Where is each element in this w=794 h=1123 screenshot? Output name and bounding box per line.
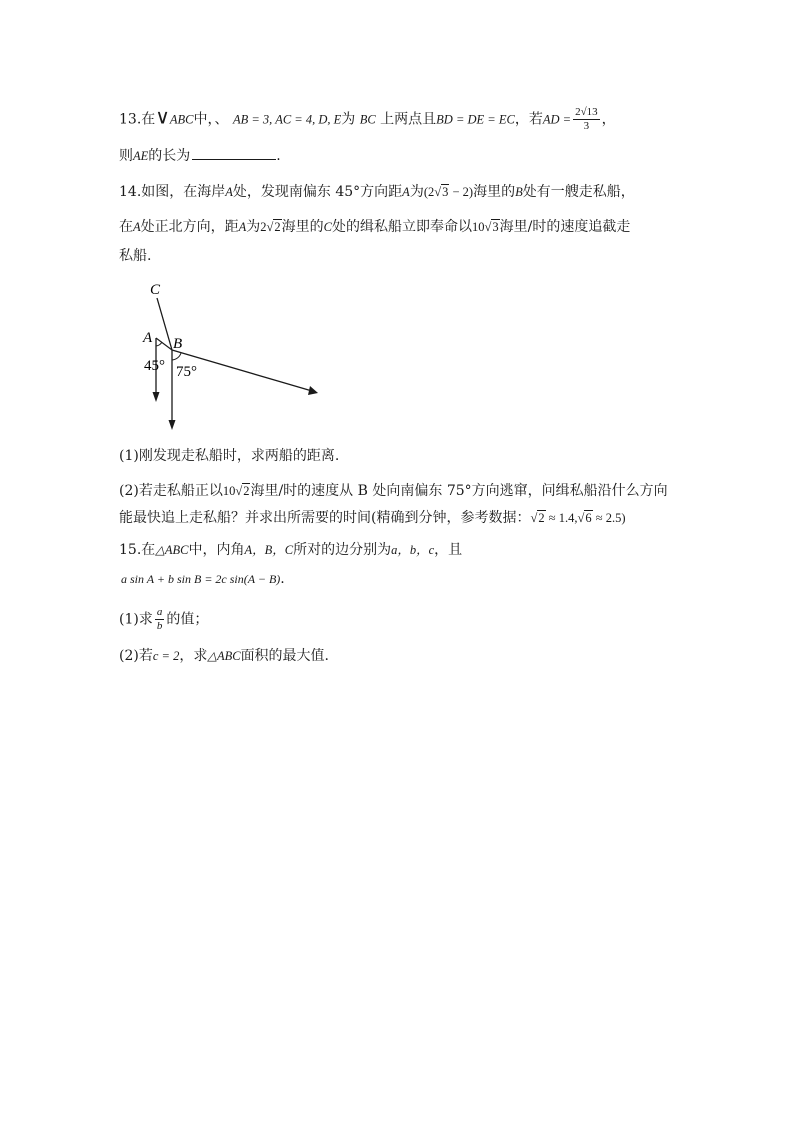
q14-line-3 — [119, 246, 151, 266]
q14-part-1-text: (1)刚发现走私船时，求两船的距离. — [119, 448, 340, 464]
escape-course-arrowhead — [308, 386, 318, 395]
q13-text: 的长为 — [148, 148, 191, 164]
q14-escape-speed: 10√2 — [222, 484, 250, 498]
q14-part-1 — [119, 446, 339, 466]
q14-line-2 — [119, 217, 630, 237]
q14-text: 私船. — [119, 248, 152, 264]
q15-triangle: △ABC — [207, 649, 241, 663]
label-c: C — [150, 282, 161, 298]
label-b: B — [173, 336, 183, 352]
q15-part-2 — [119, 646, 329, 666]
q14-text: (2)若走私船正以 — [119, 483, 223, 499]
q13-equation: BD = DE = EC — [436, 112, 515, 127]
q14-speed: 10√3 — [472, 220, 499, 234]
angle-45-arc — [156, 342, 162, 346]
q15-text: 15.在 — [119, 542, 156, 558]
point-a: A — [133, 220, 141, 234]
q13-ad: AD = — [542, 112, 572, 127]
q13-text: 为 — [341, 111, 356, 128]
point-a: A — [402, 185, 410, 199]
q14-text: 为 — [409, 184, 424, 200]
answer-blank[interactable] — [192, 145, 276, 160]
point-a: A — [225, 185, 233, 199]
line-cb — [157, 298, 172, 350]
q14-distance: (2√3 − 2) — [423, 185, 474, 199]
point-a: A — [238, 220, 247, 234]
q13-period: . — [276, 148, 281, 164]
q15-line-1 — [119, 540, 462, 560]
q14-part-2-line-1 — [119, 481, 668, 501]
q15-text: 的值； — [166, 611, 209, 628]
q13-text: ，若 — [514, 111, 543, 128]
angle-75-arc — [172, 353, 181, 360]
q14-text: 14.如图，在海岸 — [119, 184, 226, 200]
point-c: C — [323, 220, 332, 234]
ref-sqrt-2: √2 ≈ 1.4, — [530, 511, 578, 525]
a-south-arrowhead — [153, 392, 160, 402]
q13-number: 13.在 — [119, 111, 156, 128]
q15-text: 中，内角 — [188, 542, 245, 558]
q15-text: ，且 — [434, 542, 463, 558]
q14-text: 处的缉私船立即奉命以 — [332, 219, 472, 235]
q13-text: 上两点且 — [380, 111, 437, 128]
q15-triangle: △ABC — [155, 543, 189, 557]
q15-c-value: c = 2 — [152, 649, 180, 663]
q14-text: 能最快追上走私船？并求出所需要的时间(精确到分钟，参考数据： — [119, 510, 531, 526]
b-south-arrowhead — [169, 420, 176, 430]
label-45: 45° — [144, 358, 165, 374]
q15-part-1 — [119, 606, 208, 633]
q15-text: (1)求 — [119, 611, 153, 628]
q15-period: . — [280, 571, 285, 587]
q14-text: 为 — [246, 219, 261, 235]
q14-part-2-line-2 — [119, 508, 626, 528]
q14-text: 海里的 — [473, 184, 516, 200]
q14-text: 处有一艘走私船， — [522, 184, 635, 200]
q15-angles: A，B，C — [244, 543, 294, 557]
q15-text: ，求 — [179, 648, 208, 664]
q13-text: 则 — [119, 148, 133, 164]
q14-text: 海里/时的速度从 B 处向南偏东 75°方向逃窜，问缉私船沿什么方向 — [250, 483, 668, 499]
ref-sqrt-6: √6 ≈ 2.5) — [577, 511, 626, 525]
label-a: A — [143, 330, 153, 346]
q13-triangle-name: ABC — [169, 112, 194, 127]
q15-text: 面积的最大值. — [240, 648, 330, 664]
q15-sides: a，b，c — [391, 543, 435, 557]
q13-comma: ， — [601, 111, 616, 128]
q14-text: 海里/时的速度追截走 — [499, 219, 631, 235]
point-b: B — [515, 185, 523, 199]
q13-fraction: $\frac{2√13}{3}$ — [575, 106, 598, 132]
q15-fraction-a-over-b: $\frac{a}{b}$ — [156, 606, 163, 632]
q14-text: 处正北方向，距 — [140, 219, 239, 235]
q14-line-1 — [119, 182, 635, 202]
q13-line-1 — [119, 106, 616, 133]
q14-text: 海里的 — [281, 219, 324, 235]
q13-text: 中，、 — [193, 111, 229, 128]
label-75: 75° — [176, 364, 197, 380]
q15-text: 所对的边分别为 — [293, 542, 392, 558]
q14-distance-ac: 2√2 — [260, 220, 281, 234]
q14-text: 在 — [119, 219, 133, 235]
q15-equation: a sin A + b sin B = 2c sin(A − B) — [121, 572, 281, 586]
triangle-symbol-icon: ∨ — [155, 104, 170, 129]
q13-ae: AE — [133, 149, 149, 163]
navigation-figure — [130, 276, 330, 436]
q13-segment-bc: BC — [359, 112, 376, 127]
q15-line-2 — [121, 569, 285, 589]
q14-text: 处，发现南偏东 45°方向距 — [232, 184, 403, 200]
q13-line-2 — [119, 145, 281, 166]
q13-given: AB = 3, AC = 4, D, E — [232, 112, 342, 127]
q15-text: (2)若 — [119, 648, 153, 664]
